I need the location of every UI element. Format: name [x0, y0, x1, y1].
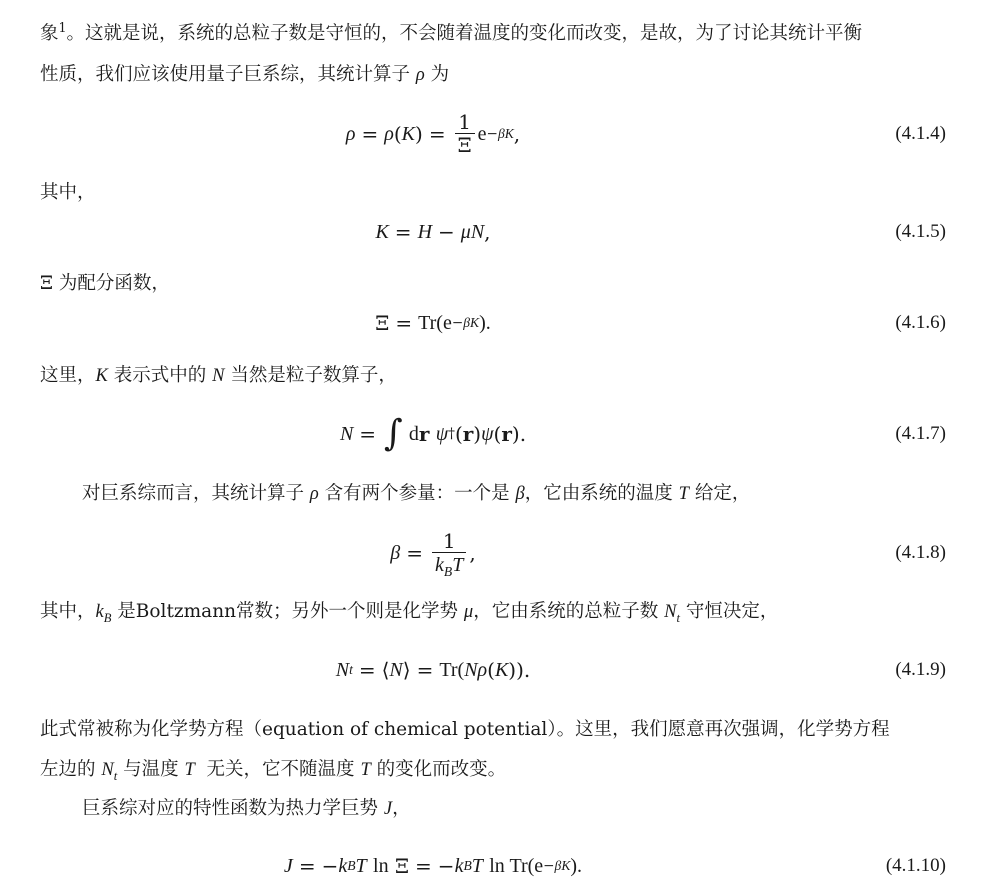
- paragraph-line: 象$^1$。这就是说，系统的总粒子数是守恒的，不会随着温度的变化而改变，是故，为了讨论其统计平衡: [40, 19, 863, 44]
- equation-number: (4.1.8): [895, 542, 946, 563]
- paragraph-line: 其中，$k_B$ 是Boltzmann常数；另外一个则是化学势 μ，它由系统的总粒子数 $N_t$ 守恒决定，: [40, 601, 779, 625]
- equation-4-1-8: [40, 528, 946, 579]
- equation-number: (4.1.5): [895, 221, 946, 242]
- paragraph-line: 巨系综对应的特性函数为热力学巨势 J，: [82, 798, 411, 819]
- equation-body: ρ = ρ ( K ) = $\frac{1}{\Xi}$ e −βK ,: [345, 110, 521, 157]
- equation-4-1-7: [40, 414, 946, 454]
- paragraph-line: Ξ 为配分函数，: [40, 273, 170, 294]
- paragraph-line: 对巨系综而言，其统计算子 ρ 含有两个参量：一个是 β，它由系统的温度 T 给定，: [82, 483, 751, 504]
- paragraph-line: 左边的 $N_t$ 与温度 T 无关，它不随温度 T 的变化而改变。: [40, 759, 507, 783]
- equation-number: (4.1.7): [895, 423, 946, 444]
- equation-body: β = $\frac{1}{k_BT}$ ,: [390, 528, 476, 579]
- equation-number: (4.1.10): [885, 855, 946, 876]
- equation-4-1-9: [40, 650, 946, 690]
- equation-number: (4.1.9): [895, 659, 946, 680]
- equation-body: J = − k B T ln Ξ = − k B T ln Tr(e −βK ).: [283, 854, 583, 878]
- equation-body: K = H − μN ,: [375, 220, 491, 244]
- equation-4-1-4: [40, 110, 946, 157]
- paragraph-line: 此式常被称为化学势方程（equation of chemical potential）。这里，我们愿意再次强调，化学势方程: [40, 719, 890, 740]
- equation-body: Ξ = Tr(e −βK ).: [375, 311, 491, 335]
- equation-number: (4.1.6): [895, 312, 946, 333]
- equation-body: N = ∫ d r ψ † ( r ) ψ ( r ).: [339, 412, 527, 454]
- equation-4-1-5: [40, 212, 946, 252]
- paragraph-line: 其中，: [40, 182, 96, 203]
- equation-body: N t = ⟨ N ⟩ = Tr( Nρ ( K )).: [335, 658, 531, 682]
- equation-number: (4.1.4): [895, 123, 946, 144]
- equation-4-1-10: [40, 846, 946, 886]
- equation-4-1-6: [40, 303, 946, 343]
- paragraph-line: 这里，K 表示式中的 N 当然是粒子数算子，: [40, 365, 397, 386]
- paragraph-line: 性质，我们应该使用量子巨系综，其统计算子 ρ 为: [40, 64, 450, 85]
